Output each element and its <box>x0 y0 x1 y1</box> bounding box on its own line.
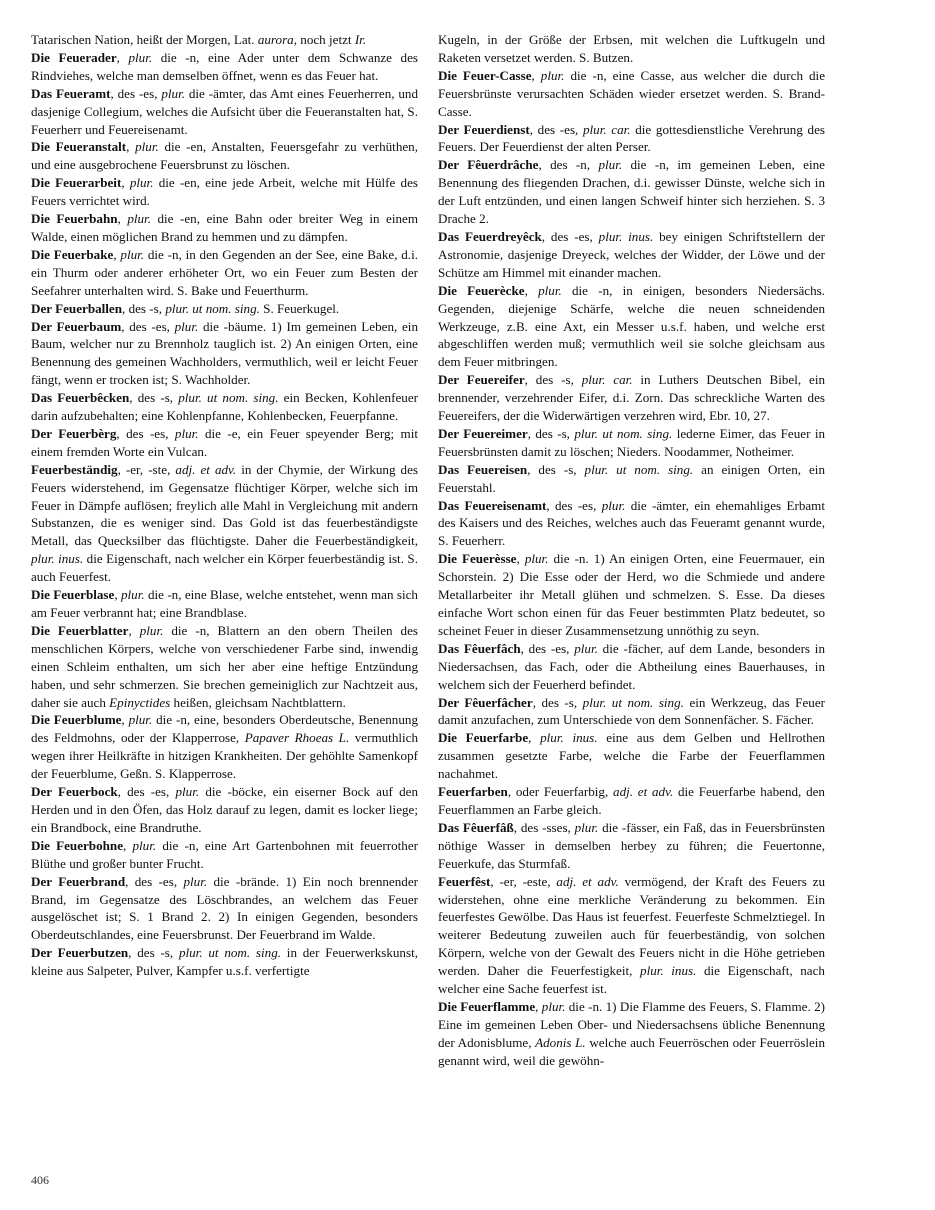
entry-text: die -en, eine jede Arbeit, welche mit Hülfe des Feuers verrichtet wird. <box>31 175 418 209</box>
entry-text: , des -es, <box>121 318 175 334</box>
dictionary-entry <box>438 729 825 783</box>
entry-headword: Die Feuerfarbe <box>438 730 529 746</box>
entry-text: , des -s, <box>129 390 179 406</box>
entry-text: die Feuerfarbe habend, den Feuerflammen an Farbe gleich. <box>438 784 825 817</box>
entry-text: die -n, eine Casse, aus welcher die durch die Feuersbrünste verursachten Schäden wieder ersetzet werden. S. Brand-Casse. <box>438 67 825 119</box>
entry-text: , des -sses, <box>513 819 575 835</box>
entry-text: die -n. 1) An einigen Orten, eine Feuermauer, ein Schorstein. 2) Die Esse oder der Herd, wo die Schmiede und andere Metallarbeiter ihr Metall glühen und schmelzen. S. Esse. Da dieses einfache Wort schon einen für das Feuer bestimmten Platz bedeutet, so scheinet Feuer in dieser Zusammensetzung unnöthig zu seyn. <box>438 551 825 638</box>
entry-text: die -n. 1) Die Flamme des Feuers, S. Flamme. 2) Eine im gemeinen Leben Ober- und Niedersachsens übliche Benennung der Adonisblume, <box>438 998 826 1050</box>
dictionary-entry <box>31 389 418 425</box>
entry-text: , <box>531 67 541 83</box>
dictionary-entry <box>31 85 418 139</box>
entry-text: die -böcke, ein eiserner Bock auf den Herden und in den Öfen, das Holz darauf zu legen, damit es locker liege; ein Brandbock, eine Brandruthe. <box>31 784 418 835</box>
entry-italic-term: plur. <box>183 873 208 889</box>
entry-headword: Der Feuerballen <box>31 300 123 316</box>
dictionary-entry <box>438 282 825 372</box>
page-number: 406 <box>31 1173 49 1187</box>
entry-text: , -er, -este, <box>490 873 557 889</box>
entry-text: die -n, eine Ader unter dem Schwanze des Rindviehes, welche man demselben öffnet, wenn es das Feuer hat. <box>31 49 419 83</box>
entry-headword: Das Feuerdreyêck <box>438 228 542 244</box>
entry-italic-term: plur. ut nom. sing. <box>165 300 260 316</box>
entry-headword: Das Feueramt <box>31 85 111 101</box>
entry-text: , <box>128 622 140 638</box>
entry-headword: Der Feuerbock <box>31 784 118 800</box>
dictionary-entry <box>31 246 418 300</box>
entry-italic-term: plur. <box>601 497 626 513</box>
entry-text: ein Werkzeug, das Feuer damit anzufachen, zum Unterschiede von dem Sonnenfächer. S. Fächer. <box>438 694 825 728</box>
entry-italic-term: plur. <box>120 246 145 262</box>
entry-text: lederne Eimer, das Feuer in Feuersbrünsten damit zu löschen; Nieders. Noodammer, Notheimer. <box>438 425 826 459</box>
entry-text: die -en, Anstalten, Feuersgefahr zu verhüthen, und eine ausgebrochene Feuersbrunst zu löschen. <box>31 139 418 173</box>
entry-headword: Die Feuerbahn <box>31 211 118 227</box>
dictionary-entry <box>31 944 418 980</box>
entry-italic-term: plur. <box>128 49 153 65</box>
dictionary-entry <box>438 640 825 694</box>
dictionary-entry <box>31 49 418 85</box>
entry-text: , des -es, <box>520 640 575 656</box>
entry-italic-term: plur. <box>524 551 549 567</box>
entry-text: die Eigenschaft, nach welcher eine Sache feuerfest ist. <box>438 963 825 997</box>
entry-italic-term: plur. <box>541 998 566 1014</box>
entry-headword: Die Feuerbohne <box>31 837 124 853</box>
entry-italic-term: plur. <box>129 175 154 191</box>
entry-headword: Das Feuereisenamt <box>438 497 547 513</box>
entry-headword: Feuerfêst <box>438 873 491 889</box>
entry-italic-term: adj. et adv. <box>556 873 619 889</box>
entry-text: in Luthers Deutschen Bibel, ein brennender, verzehrender Eifer, d.i. Zorn. Das schreckliche Warten des Feuereifers, der die Widerwärtigen verzehren wird, Ebr. 10, 27. <box>438 372 826 424</box>
entry-text: welche auch Feuerröschen oder Feuerröslein genannt wird, weil die gewöhn- <box>438 1034 825 1068</box>
entry-text: die -n, eine Art Gartenbohnen mit feuerrother Blüthe und großer bunter Frucht. <box>31 837 419 871</box>
entry-text: die -brände. 1) Ein noch brennender Brand, im Gegensatze des Löschbrandes, an welchem das Feuer ausgelöschet ist; S. 1 Brand 2. 2) In einigen Gegenden, besonders Oberdeutschlandes, eine Feuersbrunst. Der Feuerbrand im Walde. <box>31 873 418 943</box>
entry-text: , <box>117 211 128 227</box>
entry-text: die -n, eine, besonders Oberdeutsche, Benennung des Feldmohns, oder der Klapperrose, <box>31 712 418 746</box>
entry-italic-term: plur. inus. <box>640 963 697 979</box>
entry-italic-term: plur. <box>598 157 623 173</box>
entry-headword: Die Feuerblatter <box>31 622 129 638</box>
entry-headword: Der Feuerbutzen <box>31 945 129 961</box>
entry-text: Tatarischen Nation, heißt der Morgen, Lat. <box>31 32 258 47</box>
entry-text: , <box>121 712 129 728</box>
entry-text: die -n, Blattern an den obern Theilen des menschlichen Körpers, welche von verschiedener Farbe sind, inwendig einen Schleim enthalten, um sich her aber eine heftige Entzündung haben, und sehr schmerzen. Sie brechen gemeiniglich zur Nachtzeit aus, daher sie auch <box>31 622 419 710</box>
entry-italic-term: plur. ut nom. sing. <box>574 425 673 441</box>
entry-italic-term: plur. <box>139 622 164 638</box>
entry-headword: Der Feuereimer <box>438 425 528 441</box>
entry-text: , <box>516 551 525 567</box>
entry-headword: Das Fêuerfâch <box>438 640 521 656</box>
dictionary-entry <box>31 711 418 783</box>
entry-italic-term: plur. ut nom. sing. <box>584 461 694 477</box>
entry-text: , des -s, <box>527 461 585 477</box>
entry-headword: Der Feuerbaum <box>31 318 122 334</box>
entry-italic-term: plur. <box>161 85 186 101</box>
entry-headword: Feuerbeständig <box>31 461 118 477</box>
entry-text: , <box>113 246 121 262</box>
dictionary-entry <box>438 873 825 998</box>
entry-text: , des -es, <box>110 85 162 101</box>
entry-text: , oder Feuerfarbig, <box>507 784 614 800</box>
entry-text: die -bäume. 1) Im gemeinen Leben, ein Baum, welcher nur zu Brennholz tauglich ist. 2) An einigen Orten, eine Benennung des gemeinen Wachholders, vermuthlich, weil er leicht Feuer fängt, wenn er trocken ist; S. Wachholder. <box>31 318 418 388</box>
dictionary-entry <box>31 783 418 837</box>
entry-text: , des -s, <box>122 300 166 316</box>
entry-text: , <box>123 837 133 853</box>
entry-headword: Die Feueranstalt <box>31 139 127 155</box>
entry-text: , des -s, <box>527 425 575 441</box>
entry-text: , des -n, <box>538 157 599 173</box>
entry-italic-term: plur. <box>574 819 599 835</box>
dictionary-entry <box>31 300 418 318</box>
entry-italic-term: plur. <box>127 211 151 227</box>
entry-text: , des -s, <box>524 372 582 388</box>
entry-text: , <box>528 730 541 746</box>
entry-text: die -e, ein Feuer speyender Berg; mit einem fremden Worte ein Vulcan. <box>31 425 418 459</box>
dictionary-entry <box>438 67 825 121</box>
dictionary-entry <box>438 694 825 730</box>
entry-text: in der Chymie, der Wirkung des Feuers widerstehend, im Gegensatze flüchtiger Körper, welche sich im Feuer in Dämpfe auflösen; freylich alle Mahl in Vergleichung mit andern Substanzen, die es weniger sind. Das Gold ist das feuerbeständigste Metall, das Quecksilber das flüchtigste. Daher die Feuerbeständigkeit, <box>31 461 418 549</box>
entry-italic-term: plur. <box>132 837 157 853</box>
entry-headword: Die Feuerader <box>31 49 117 65</box>
entry-italic-term: plur. inus. <box>598 228 654 244</box>
dictionary-entry <box>31 31 418 49</box>
entry-text: die gottesdienstliche Verehrung des Feuers. Der Feuerdienst der alten Perser. <box>438 121 825 155</box>
entry-text: die -n, eine Blase, welche entstehet, wenn man sich am Feuer verbrannt hat; eine Brandblase. <box>31 587 418 620</box>
entry-text: die -n, in einigen, besonders Niedersächs. Gegenden, diejenige Schärfe, welche die neuen schneidenden Werkzeuge, z.B. eine Axt, ein Messer u.s.f. haben, und welche erst abgeschliffen werden muß; vermuthlich weil sie solche gleichsam aus dem Feuer mitbringen. <box>438 282 825 370</box>
entry-text: , <box>121 175 130 191</box>
entry-text: S. Feuerkugel. <box>259 300 340 316</box>
entry-text: ein Becken, Kohlenfeuer darin aufzubehalten; eine Kohlenpfanne, Kohlenbecken, Feuerpfanne. <box>31 390 418 424</box>
entry-italic-term: plur. car. <box>582 121 631 137</box>
entry-text: die -ämter, ein ehemahliges Erbamt des Kaisers und des Reiches, welches auch das Feueramt genannt wurde, S. Feuerherr. <box>438 497 826 549</box>
entry-italic-term: plur. inus. <box>540 730 598 746</box>
entry-text: , <box>114 587 121 603</box>
entry-italic-term: plur. <box>120 587 145 603</box>
dictionary-entry <box>438 998 825 1070</box>
dictionary-entry <box>438 156 825 228</box>
entry-text: , <box>116 49 129 65</box>
entry-italic-term: plur. <box>174 318 199 334</box>
entry-headword: Das Fêuerfâß <box>438 819 514 835</box>
entry-text: eine aus dem Gelben und Hellrothen zusammen gesetzte Farbe, welche die Farbe der Feuerflammen nachahmet. <box>438 730 825 782</box>
entry-headword: Der Feuerdienst <box>438 121 530 137</box>
entry-headword: Der Feuereifer <box>438 372 525 388</box>
dictionary-entry <box>31 210 418 246</box>
dictionary-entry <box>31 174 418 210</box>
entry-text: die -en, eine Bahn oder breiter Weg in einem Walde, einen möglichen Brand zu hemmen und zu dämpfen. <box>31 211 419 244</box>
entry-text: die -n, in den Gegenden an der See, eine Bake, d.i. ein Thurm oder anderer erhöheter Ort, wo ein Feuer zum Besten der Seefahrer unterhalten wird. S. Bake und Feuerthurm. <box>31 246 418 298</box>
dictionary-entry <box>31 318 418 390</box>
entry-text: vermögend, der Kraft des Feuers zu widerstehen, ohne eine merkliche Veränderung zu bekommen. Ein feuerfestes Gewölbe. Das Haus ist feuerfest. Feuerfeste Schmelztiegel. In weiterer Bedeutung zuweilen auch für feuerbeständig, von solchen Körpern, welche von der Gewalt des Feuers nicht in die Höhe getrieben werden. Daher die Feuerfestigkeit, <box>438 873 825 979</box>
entry-headword: Der Feuerbrand <box>31 873 126 889</box>
entry-italic-term: plur. <box>135 139 159 155</box>
dictionary-entry <box>438 461 825 497</box>
entry-text: Kugeln, in der Größe der Erbsen, mit welchen die Luftkugeln und Raketen versetzet werden. S. Butzen. <box>438 32 825 65</box>
entry-headword: Die Feuerèsse <box>438 551 517 567</box>
dictionary-entry <box>438 31 825 67</box>
entry-text: die -fässer, ein Faß, das in Feuersbrünsten nöthige Wasser in demselben herbey zu führen; die Feuertonne, Feuerkufe, das Sturmfaß. <box>438 819 825 871</box>
entry-text: die -ämter, das Amt eines Feuerherren, und dasjenige Collegium, welches die Aufsicht über die Feueranstalten hat, S. Feuerherr und Feuereisenamt. <box>31 85 419 137</box>
entry-text: heißen, gleichsam Nachtblattern. <box>170 694 346 710</box>
dictionary-entry <box>31 873 418 945</box>
entry-text: , des -es, <box>546 497 602 513</box>
dictionary-entry <box>438 783 825 819</box>
dictionary-entry <box>438 497 825 551</box>
dictionary-entry <box>31 425 418 461</box>
entry-text: die Eigenschaft, nach welcher ein Körper feuerbeständig ist. S. auch Feuerfest. <box>31 551 418 585</box>
entry-italic-term: adj. et adv. <box>613 784 674 800</box>
dictionary-entry <box>438 550 825 640</box>
entry-italic-term: plur. ut nom. sing. <box>178 390 279 406</box>
entry-headword: Die Feuerblume <box>31 712 122 728</box>
entry-headword: Die Feuerbake <box>31 246 114 262</box>
entry-italic-term: plur. car. <box>581 372 633 388</box>
entry-text: an einigen Orten, ein Feuerstahl. <box>438 461 825 495</box>
entry-italic-term: Papaver Rhoeas L. <box>244 730 350 746</box>
dictionary-entry <box>438 819 825 873</box>
entry-italic-term: aurora, <box>257 32 297 47</box>
entry-text: die -n, im gemeinen Leben, eine Benennung des fliegenden Drachen, d.i. gewisser Dünste, welche sich in der Luft entzünden, und einen langen Schweif hinter sich herziehen. S. 3 Drache 2. <box>438 157 825 227</box>
entry-italic-term: plur. <box>174 425 199 441</box>
dictionary-entry <box>31 837 418 873</box>
dictionary-entry <box>31 461 418 586</box>
left-column <box>31 31 418 980</box>
entry-text: vermuthlich wegen ihrer Heilkräfte in hitzigen Krankheiten. Der gehöhlte Samenkopf der Feuerblume, Geßn. S. Klapperrose. <box>31 730 418 782</box>
entry-headword: Die Feuerècke <box>438 282 525 298</box>
entry-italic-term: plur. <box>540 67 565 83</box>
dictionary-entry <box>438 425 825 461</box>
entry-italic-term: Adonis L. <box>535 1034 586 1050</box>
entry-italic-term: plur. ut nom. sing. <box>178 945 282 961</box>
dictionary-entry <box>438 371 825 425</box>
entry-headword: Die Feuer-Casse <box>438 67 532 83</box>
entry-italic-term: Ir. <box>354 32 367 47</box>
entry-italic-term: plur. <box>574 640 598 656</box>
entry-italic-term: plur. ut nom. sing. <box>582 694 684 710</box>
entry-text: die -fächer, auf dem Lande, besonders in Niedersachsen, das Fach, oder die Abtheilung eines Bauerhauses, in welchem sich der Feuerherd befindet. <box>438 640 825 692</box>
entry-text: , des -es, <box>116 425 175 441</box>
entry-text: , <box>524 282 539 298</box>
dictionary-entry <box>31 586 418 622</box>
entry-text: , des -s, <box>532 694 583 710</box>
entry-italic-term: Epinyctides <box>109 694 171 710</box>
entry-text: , des -es, <box>117 784 176 800</box>
entry-text: , des -es, <box>541 228 599 244</box>
entry-italic-term: plur. <box>538 282 562 298</box>
entry-text: in der Feuerwerkskunst, kleine aus Salpeter, Pulver, Kampfer u.s.f. verfertigte <box>31 945 418 979</box>
entry-italic-term: plur. inus. <box>31 551 84 567</box>
entry-text: , <box>126 139 136 155</box>
dictionary-entry <box>31 622 418 712</box>
dictionary-entry <box>31 138 418 174</box>
entry-headword: Das Feuerbêcken <box>31 390 130 406</box>
dictionary-entry <box>438 228 825 282</box>
entry-headword: Der Feuerbèrg <box>31 425 117 441</box>
dictionary-entry <box>438 121 825 157</box>
entry-headword: Die Feuerarbeit <box>31 175 122 191</box>
entry-headword: Der Fêuerdrâche <box>438 157 539 173</box>
entry-text: , des -s, <box>128 945 179 961</box>
right-column <box>438 31 825 1070</box>
entry-headword: Das Feuereisen <box>438 461 528 477</box>
entry-italic-term: plur. <box>175 784 200 800</box>
entry-text: bey einigen Schriftstellern der Astronomie, dasjenige Dreyeck, welches der Widder, der Löwe und der Schütze am Himmel mit einander machen. <box>438 228 826 280</box>
entry-headword: Feuerfarben <box>438 784 508 800</box>
entry-text: , <box>535 998 542 1014</box>
entry-headword: Die Feuerblase <box>31 587 115 603</box>
entry-italic-term: plur. <box>128 712 153 728</box>
entry-text: , -er, -ste, <box>117 461 176 477</box>
entry-text: noch jetzt <box>297 32 355 47</box>
entry-headword: Der Fêuerfâcher <box>438 694 533 710</box>
entry-headword: Die Feuerflamme <box>438 998 536 1014</box>
entry-text: , des -es, <box>529 121 583 137</box>
entry-italic-term: adj. et adv. <box>175 461 237 477</box>
entry-text: , des -es, <box>125 873 184 889</box>
